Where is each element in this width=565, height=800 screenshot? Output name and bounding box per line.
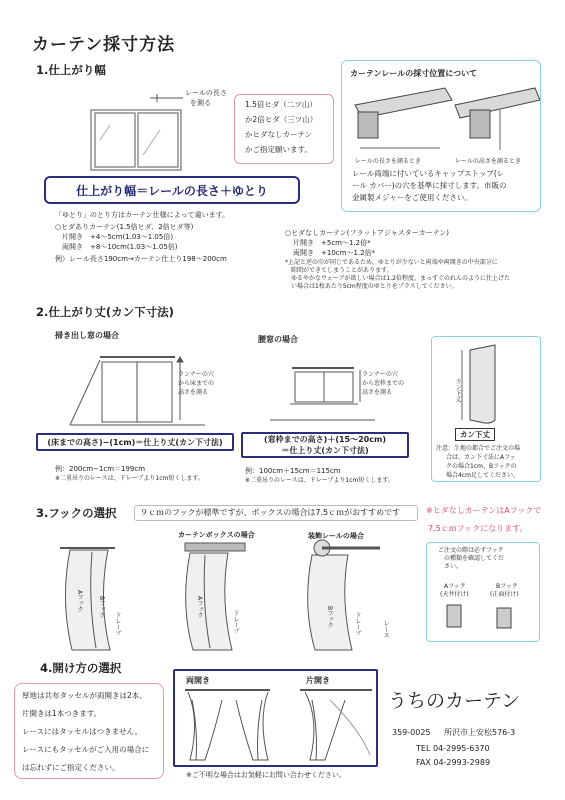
- example-1: 例：200cm−1cm＝199cm: [55, 465, 146, 473]
- hida-example: 例）レール長さ190cm→カーテン仕上り198〜200cm: [55, 255, 227, 263]
- runner-note-2a: ランナーの穴: [362, 371, 399, 378]
- kanshita-dim-label: カン下丈: [454, 378, 461, 402]
- rail-text-3: 金属製メジャーをご使用ください。: [352, 193, 472, 202]
- example-1-note: ※二重吊りのレースは、ドレープより1cm短くします。: [55, 475, 204, 482]
- box-case-label: カーテンボックスの場合: [178, 531, 255, 539]
- kanshita-note-1: 注意：生地の都合でご注文の場: [436, 445, 521, 452]
- contact-note: ※ご不明な場合はお気軽にお問い合わせください。: [186, 771, 346, 779]
- flat-hook-note-2: 7.5ｃｍフックになります。: [428, 524, 528, 533]
- hook-box-note-1: ご注文の際は必ずフック: [438, 547, 504, 554]
- shop-name: うちのカーテン: [388, 690, 521, 712]
- katabiraki-label: 片開き: [306, 676, 330, 685]
- tassel-note-4: レースにもタッセルがご入用の場合に: [22, 745, 150, 754]
- flat-note-2: 隙間ができてしまうことがあります。: [285, 267, 393, 274]
- flat-ryo: 両開き +10cm〜1.2倍*: [293, 249, 376, 257]
- flat-note-4: い場合は1枚あたり5cm程度のゆとりをプラスしてください。: [285, 283, 458, 290]
- hook-box-note-3: さい。: [444, 563, 463, 570]
- ryobiraki-label: 両開き: [186, 676, 210, 685]
- runner-note-2b: から窓枠までの: [362, 380, 405, 387]
- section-1-heading: 1.仕上がり幅: [36, 63, 106, 77]
- flat-note-3: ゆるやかなウェーブが欲しい場合は1.2倍程度、まっすぐのれんのように仕上げた: [285, 275, 511, 282]
- runner-note-1a: ランナーの穴: [178, 371, 215, 378]
- hida-note-line-1: 1.5倍ヒダ（二ツ山）: [245, 100, 317, 109]
- kanshita-note-3: クの場合1cm、Bフックの: [446, 463, 517, 470]
- runner-note-1b: から床までの: [178, 380, 215, 387]
- rail-note-2: を測る: [190, 99, 211, 107]
- flat-title: ○ヒダなしカーテン(フラットアジャスターカーテン): [285, 229, 449, 237]
- hakidashi-label: 掃き出し窓の場合: [55, 331, 119, 340]
- kanshita-label: カン下丈: [455, 428, 495, 441]
- section-2-heading: 2.仕上がり丈(カン下寸法): [36, 305, 174, 319]
- hook-note: ９ｃｍのフックが標準ですが、ボックスの場合は7.5ｃｍがおすすめです: [140, 508, 401, 517]
- length-formula-2a: (窓枠までの高さ)＋(15〜20cm): [264, 435, 386, 444]
- rail-text-1: レール両端に付いているキャップストップ(レ: [352, 169, 505, 178]
- a-hook-label: Aフック: [444, 583, 466, 590]
- drape-label-2: ドレープ: [232, 610, 239, 634]
- tassel-note-3: レースにはタッセルはつきません。: [22, 727, 143, 736]
- drape-label-1: ドレープ: [114, 612, 121, 636]
- yutori-intro: 「ゆとり」のとり方はカーテン仕様によって違います。: [55, 211, 230, 219]
- hook-label-a-2: Aフック: [196, 596, 203, 619]
- hida-kata: 片開き +4〜5cm(1.03〜1.05倍): [62, 233, 174, 241]
- hida-note-line-4: かご指定願います。: [245, 145, 312, 154]
- shop-fax: FAX 04-2993-2989: [416, 758, 491, 767]
- hida-ryo: 両開き +8〜10cm(1.03〜1.05倍): [62, 243, 178, 251]
- length-formula-1: (床までの高さ)−(1cm)＝仕上り丈(カン下寸法): [47, 438, 223, 447]
- rail-note-1: レールの長さ: [185, 89, 227, 97]
- length-formula-2b: ＝仕上り丈(カン下寸法): [281, 446, 369, 455]
- lace-label-3: レース: [382, 620, 389, 638]
- koshi-label: 腰窓の場合: [258, 335, 298, 344]
- tassel-note-2: 片開きは1本つきます。: [22, 709, 102, 718]
- deco-rail-label: 装飾レールの場合: [308, 532, 364, 540]
- b-hook-label: Bフック: [496, 583, 518, 590]
- runner-note-2c: 高さを測る: [362, 389, 393, 396]
- shop-tel: TEL 04-2995-6370: [416, 744, 490, 753]
- example-2: 例：100cm＋15cm＝115cm: [245, 467, 341, 475]
- rail-position-title: カーテンレールの採寸位置について: [350, 69, 478, 78]
- rail-text-2: ール カバー)の穴を基準に採寸します。市販の: [352, 181, 507, 190]
- drape-label-3: ドレープ: [354, 612, 361, 636]
- runner-note-1c: 高さを測る: [178, 389, 209, 396]
- width-formula: 仕上がり幅＝レールの長さ＋ゆとり: [76, 184, 268, 198]
- hook-label-b-1: Bフック: [98, 596, 105, 619]
- hook-label-a-1: Aフック: [76, 590, 83, 613]
- tassel-note-1: 厚地は共布タッセルが両開きは2本、: [22, 691, 147, 700]
- section-3-heading: 3.フックの選択: [36, 506, 117, 520]
- hida-note-line-2: か2倍ヒダ（三ツ山）: [245, 115, 318, 124]
- hida-title: ○ヒダありカーテン(1.5倍ヒダ、2倍ヒダ等): [55, 223, 194, 231]
- kanshita-note-4: 場合4cm足してください。: [446, 472, 519, 479]
- flat-hook-note-1: ※ヒダなしカーテンはAフックで: [426, 506, 542, 515]
- hook-box-note-2: の種類を確認してくだ: [444, 555, 505, 562]
- hook-label-b-3: Bフック: [326, 606, 333, 629]
- hida-note-line-3: かヒダなしカーテン: [245, 130, 313, 139]
- page-title: カーテン採寸方法: [32, 35, 176, 55]
- rail-caption-length: レールの長さを測るとき: [355, 158, 421, 165]
- example-2-note: ※二重吊りのレースは、ドレープより1cm短くします。: [245, 477, 394, 484]
- kanshita-note-2: 合は、カン下寸法にAフッ: [446, 454, 516, 461]
- tassel-note-5: は忘れずにご指定ください。: [22, 763, 120, 772]
- flat-note-1: *上記と逆の巾が同じであるため、ゆとりが少ないと両端や両開きの中央部分に: [285, 259, 498, 266]
- a-hook-sub: (天井付け): [440, 591, 469, 598]
- flat-kata: 片開き +5cm〜1.2倍*: [293, 239, 371, 247]
- shop-zip: 359-0025: [392, 728, 431, 737]
- b-hook-sub: (正面付け): [490, 591, 519, 598]
- shop-address: 所沢市上安松576-3: [444, 728, 516, 737]
- rail-caption-height: レールの高さを測るとき: [455, 158, 521, 165]
- section-4-heading: 4.開け方の選択: [40, 661, 122, 675]
